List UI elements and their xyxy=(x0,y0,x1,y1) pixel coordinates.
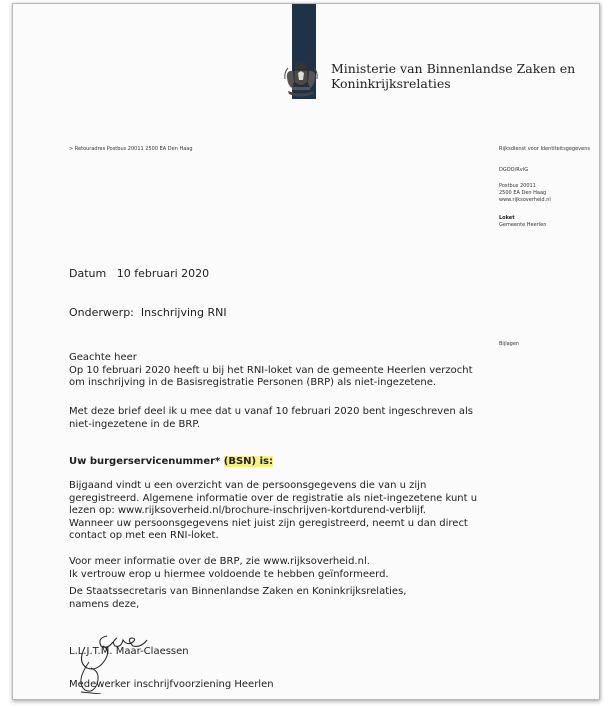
date-value: 10 februari 2020 xyxy=(116,267,210,280)
paragraph-line: Ik vertrouw erop u hiermee voldoende te hebben geïnformeerd. xyxy=(69,568,389,580)
sidebar-department: Rijksdienst voor Identiteitsgegevens xyxy=(499,146,590,152)
paragraph-line: niet-ingezetene in de BRP. xyxy=(69,418,200,430)
sidebar-loket xyxy=(499,215,546,229)
paragraph-line: Met deze brief deel ik u mee dat u vanaf 10 februari 2020 bent ingeschreven als xyxy=(69,406,473,417)
ministry-name-line1: Ministerie van Binnenlandse Zaken en xyxy=(331,61,576,76)
salutation: Geachte heer xyxy=(69,352,137,363)
paragraph-line: Voor meer informatie over de BRP, zie www.rijksoverheid.nl. xyxy=(69,556,370,567)
signatory-role: Medewerker inschrijfvoorziening Heerlen xyxy=(69,679,274,690)
signatory-name: L.L.J.T.M. Maar-Claessen xyxy=(69,646,189,657)
sidebar-postbus: Postbus 20011 xyxy=(499,183,536,189)
ministry-name xyxy=(331,61,575,91)
paragraph-line: Op 10 februari 2020 heeft u bij het RNI-loket van de gemeente Heerlen verzocht xyxy=(69,364,473,376)
paragraph-line: lezen op: www.rijksoverheid.nl/brochure-inschrijven-kortdurend-verblijf. xyxy=(69,505,426,516)
subject-label: Onderwerp: xyxy=(69,306,134,319)
registration-paragraph xyxy=(69,406,473,431)
bsn-highlight: (BSN) is: xyxy=(223,456,273,467)
sidebar-code: DGOO/RvIG xyxy=(499,167,529,173)
bsn-heading-text: Uw burgerservicenummer* xyxy=(69,456,221,467)
paragraph-line: Bijgaand vindt u een overzicht van de persoonsgegevens die van u zijn xyxy=(69,480,427,491)
date-label: Datum xyxy=(69,267,107,280)
sidebar-postcode: 2500 EA Den Haag xyxy=(499,190,547,196)
sidebar-postal-address xyxy=(499,183,551,204)
paragraph-line: Wanneer uw persoonsgegevens niet juist zijn geregistreerd, neemt u dan direct xyxy=(69,517,468,529)
letter-page xyxy=(12,3,600,700)
sidebar-loket-label: Loket xyxy=(499,215,515,221)
overview-paragraph xyxy=(69,480,477,543)
opening-paragraph xyxy=(69,352,473,390)
sidebar-loket-value: Gemeente Heerlen xyxy=(499,222,547,228)
bsn-heading xyxy=(69,456,273,469)
date-line xyxy=(69,268,209,281)
subject-line xyxy=(69,307,227,320)
sidebar-bijlagen-label: Bijlagen xyxy=(499,341,520,347)
subject-value: Inschrijving RNI xyxy=(140,306,227,319)
paragraph-line: namens deze, xyxy=(69,598,140,610)
paragraph-line: contact op met een RNI-loket. xyxy=(69,530,219,541)
paragraph-line: geregistreerd. Algemene informatie over de registratie als niet-ingezetene kunt u xyxy=(69,492,478,504)
sidebar-website: www.rijksoverheid.nl xyxy=(499,197,551,203)
paragraph-line: De Staatssecretaris van Binnenlandse Zaken en Koninkrijksrelaties, xyxy=(69,586,407,597)
info-paragraph xyxy=(69,556,389,581)
ministry-name-line2: Koninkrijksrelaties xyxy=(331,76,451,91)
royal-coat-of-arms-icon xyxy=(282,58,320,102)
return-address: > Retouradres Postbus 20011 2500 EA Den Haag xyxy=(69,146,193,152)
paragraph-line: om inschrijving in de Basisregistratie Personen (BRP) als niet-ingezetene. xyxy=(69,377,437,388)
